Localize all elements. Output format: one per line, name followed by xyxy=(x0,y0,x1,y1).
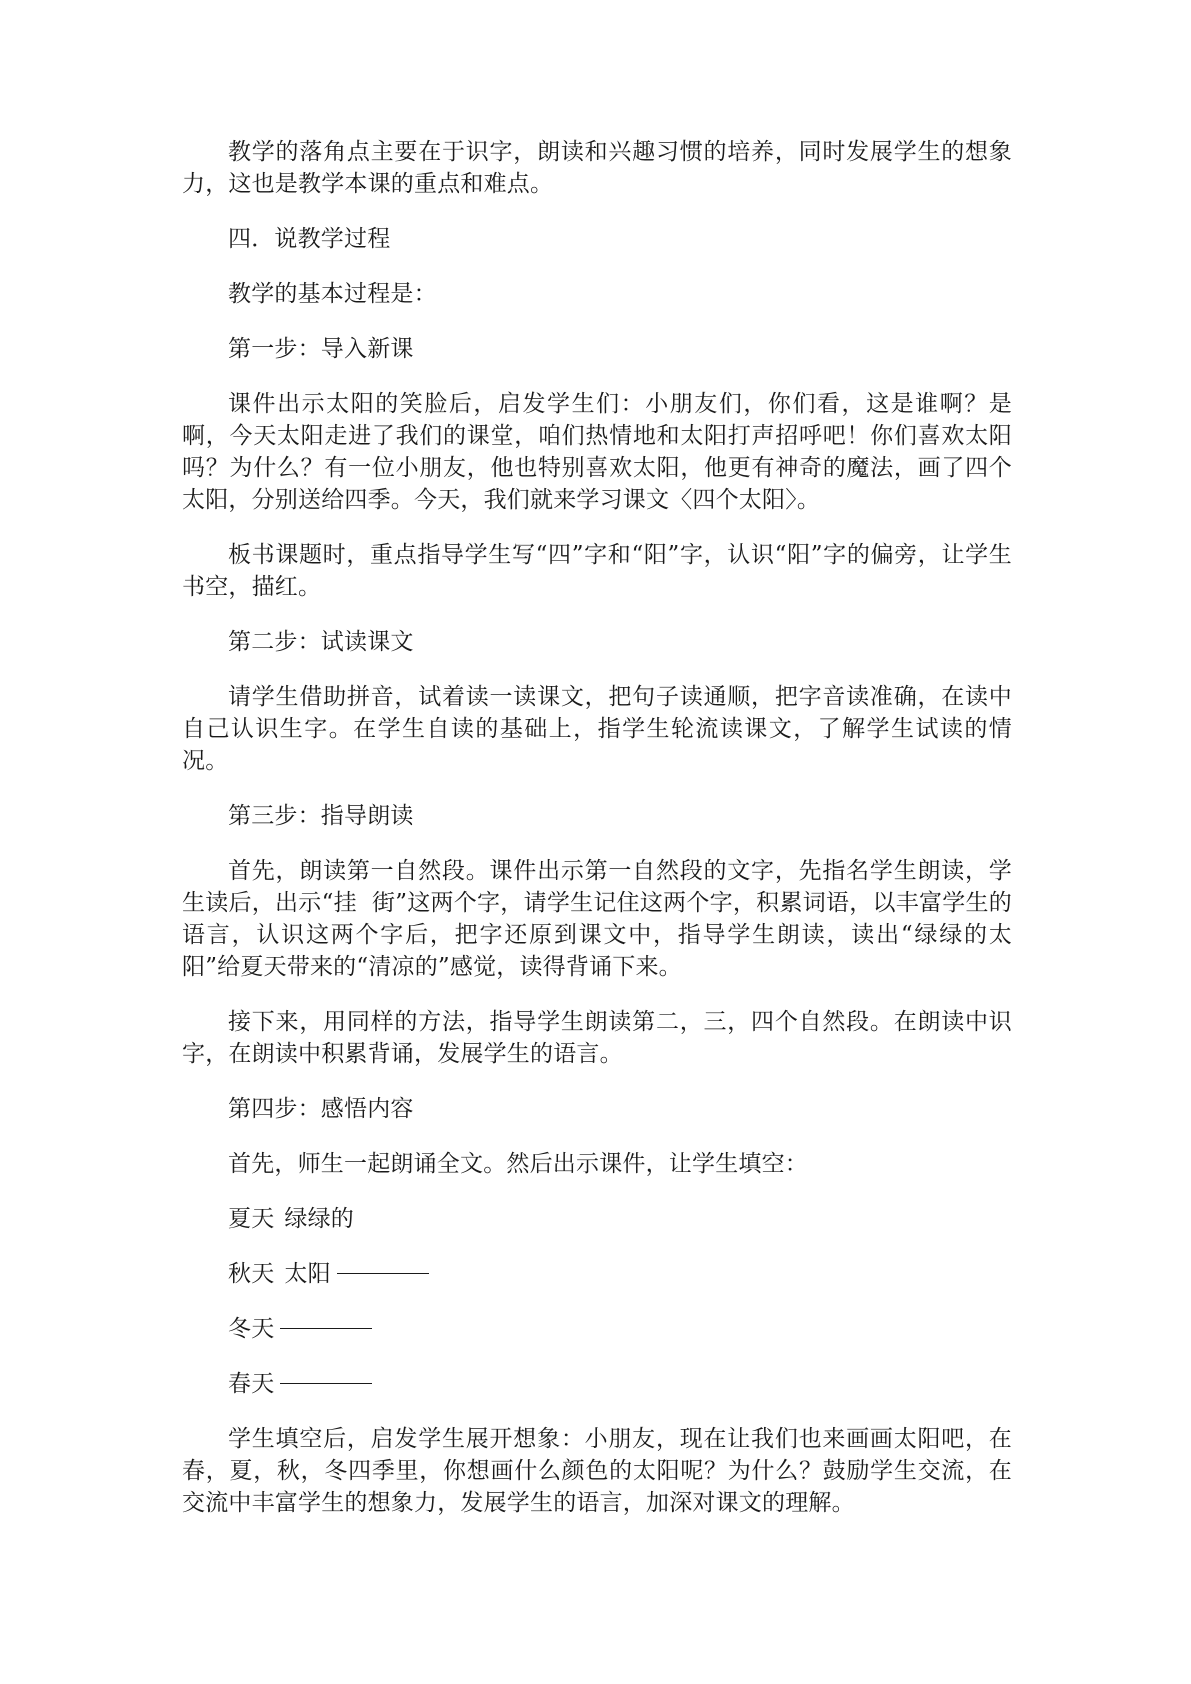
fill-season: 春天 xyxy=(228,1371,275,1397)
paragraph-closing: 学生填空后，启发学生展开想象：小朋友，现在让我们也来画画太阳吧，在春，夏，秋，冬四季里，你想画什么颜色的太阳呢？为什么？鼓励学生交流，在交流中丰富学生的想象力，发展学生的语言，加深对课文的理解。 xyxy=(182,1426,1012,1516)
paragraph-step1-courseware: 课件出示太阳的笑脸后，启发学生们：小朋友们，你们看，这是谁啊？是啊，今天太阳走进了我们的课堂，咱们热情地和太阳打声招呼吧！你们喜欢太阳吗？为什么？有一位小朋友，他也特别喜欢太阳，他更有神奇的魔法，画了四个太阳，分别送给四季。今天，我们就来学习课文〈四个太阳〉。 xyxy=(182,391,1012,513)
fill-item-spring xyxy=(182,1368,1012,1400)
document-page xyxy=(182,136,1012,1542)
paragraph-step2: 请学生借助拼音，试着读一读课文，把句子读通顺，把字音读准确，在读中自己认识生字。在学生自读的基础上，指学生轮流读课文，了解学生试读的情况。 xyxy=(182,684,1012,774)
blank-line xyxy=(337,1273,429,1274)
fill-item-summer xyxy=(182,1203,1012,1235)
fill-item-autumn xyxy=(182,1258,1012,1290)
paragraph-step4-intro: 首先，师生一起朗诵全文。然后出示课件，让学生填空： xyxy=(228,1151,808,1177)
fill-season: 秋天 xyxy=(228,1261,275,1287)
section-heading-process: 四．说教学过程 xyxy=(228,226,391,252)
step-heading-1: 第一步：导入新课 xyxy=(228,336,414,362)
fill-season: 夏天 xyxy=(228,1206,275,1232)
step-heading-4: 第四步：感悟内容 xyxy=(228,1096,414,1122)
fill-season: 冬天 xyxy=(228,1316,275,1342)
fill-item-winter xyxy=(182,1313,1012,1345)
paragraph-step1-blackboard: 板书课题时，重点指导学生写“四”字和“阳”字，认识“阳”字的偏旁，让学生书空，描红。 xyxy=(182,542,1012,600)
fill-word: 绿绿的 xyxy=(284,1206,355,1232)
paragraph-step3-first: 首先，朗读第一自然段。课件出示第一自然段的文字，先指名学生朗读，学生读后，出示“挂 街”这两个字，请学生记住这两个字，积累词语，以丰富学生的语言，认识这两个字后，把字还原到课文中，指导学生朗读，读出“绿绿的太阳”给夏天带来的“清凉的”感觉，读得背诵下来。 xyxy=(182,858,1012,980)
paragraph-focus: 教学的落角点主要在于识字，朗读和兴趣习惯的培养，同时发展学生的想象力，这也是教学本课的重点和难点。 xyxy=(182,139,1012,197)
paragraph-step3-next: 接下来，用同样的方法，指导学生朗读第二，三，四个自然段。在朗读中识字，在朗读中积累背诵，发展学生的语言。 xyxy=(182,1009,1012,1067)
step-heading-2: 第二步：试读课文 xyxy=(228,629,414,655)
blank-line xyxy=(280,1328,372,1329)
paragraph-process-intro: 教学的基本过程是： xyxy=(228,281,437,307)
step-heading-3: 第三步：指导朗读 xyxy=(228,803,414,829)
blank-line xyxy=(280,1383,372,1384)
fill-word: 太阳 xyxy=(284,1261,331,1287)
fill-in-list xyxy=(182,1203,1012,1400)
document-body xyxy=(182,136,1012,1180)
